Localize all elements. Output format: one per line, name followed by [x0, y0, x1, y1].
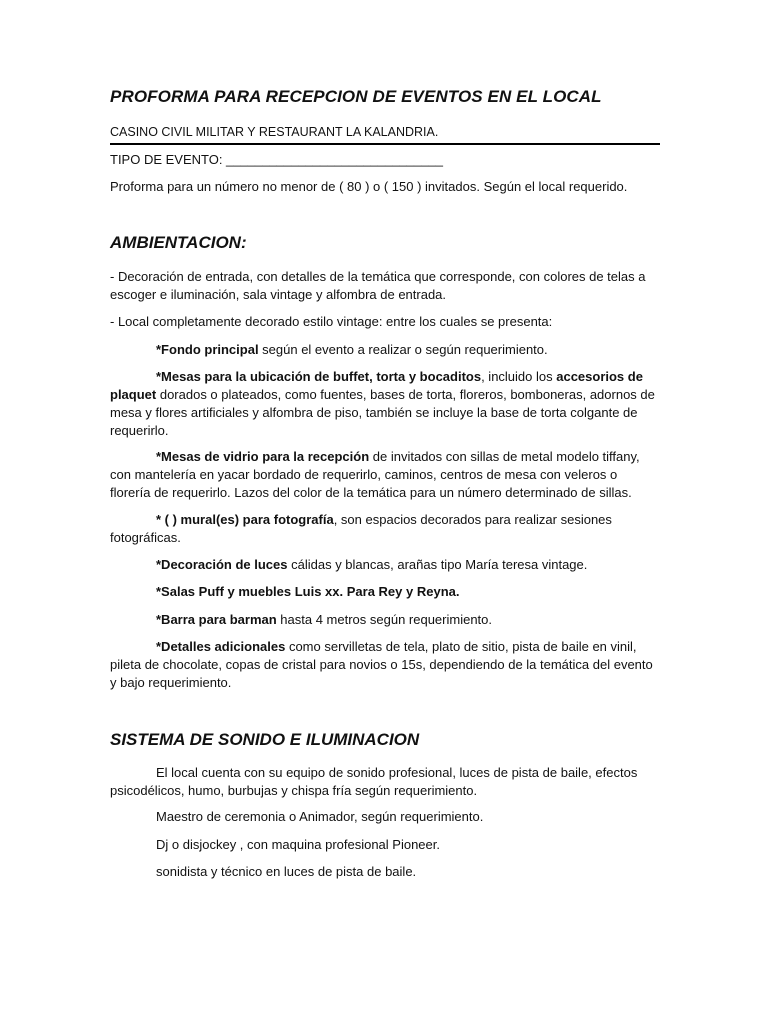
ambientacion-heading: AMBIENTACION:: [110, 233, 247, 252]
item-luces-text: cálidas y blancas, arañas tipo María teresa vintage.: [287, 557, 588, 572]
event-type-line: TIPO DE EVENTO: ______________________________: [110, 152, 443, 167]
item-mesas-text-2: dorados o plateados, como fuentes, bases de torta, floreros, bomboneras, adornos de mesa y flores artificiales y alfombra de piso, también se incluye la base de torta colgante de requerirlo.: [110, 387, 655, 438]
item-barra: [110, 611, 660, 629]
item-fondo-label: *Fondo principal: [156, 342, 259, 357]
sonido-heading: SISTEMA DE SONIDO E ILUMINACION: [110, 730, 420, 749]
document-title: PROFORMA PARA RECEPCION DE EVENTOS EN EL LOCAL: [110, 87, 602, 106]
item-barra-label: *Barra para barman: [156, 612, 277, 627]
item-mesas-buffet: [110, 368, 660, 440]
item-mesas-label: *Mesas para la ubicación de buffet, torta y bocaditos: [156, 369, 482, 384]
item-luces-label: *Decoración de luces: [156, 557, 288, 572]
sonido-line-1: El local cuenta con su equipo de sonido profesional, luces de pista de baile, efectos psicodélicos, humo, burbujas y chispa fría según requerimiento.: [110, 765, 638, 798]
ambientacion-intro-2: - Local completamente decorado estilo vintage: entre los cuales se presenta:: [110, 314, 553, 329]
item-detalles: [110, 638, 660, 692]
item-fondo-principal: [110, 341, 660, 359]
item-luces: [110, 556, 660, 574]
item-mural-text: , son espacios decorados para realizar sesiones fotográficas.: [110, 512, 612, 545]
item-salas: [110, 583, 660, 601]
venue-name: CASINO CIVIL MILITAR Y RESTAURANT LA KALANDRIA.: [110, 123, 660, 145]
guests-line: Proforma para un número no menor de ( 80 ) o ( 150 ) invitados. Según el local requerido.: [110, 179, 628, 194]
item-fondo-text: según el evento a realizar o según requerimiento.: [258, 342, 548, 357]
item-detalles-text: como servilletas de tela, plato de sitio, pista de baile en vinil, pileta de chocolate, copas de cristal para novios o 15s, dependiendo de la temática del evento y bajo requerimiento.: [110, 639, 653, 690]
sonido-line-3: Dj o disjockey , con maquina profesional Pioneer.: [156, 837, 440, 852]
item-vidrio-text: de invitados con sillas de metal modelo tiffany, con mantelería en yacar bordado de requerirlo, caminos, centros de mesa con veleros o florería de requerirlo. Lazos del color de la temática para un número determinado de sillas.: [110, 449, 640, 500]
sonido-line-2: Maestro de ceremonia o Animador, según requerimiento.: [156, 809, 484, 824]
item-mesas-text-1: , incluido los: [481, 369, 557, 384]
ambientacion-intro-1: - Decoración de entrada, con detalles de la temática que corresponde, con colores de telas a escoger e iluminación, sala vintage y alfombra de entrada.: [110, 269, 646, 302]
item-mesas-vidrio: [110, 448, 660, 502]
sonido-line-4: sonidista y técnico en luces de pista de baile.: [156, 864, 417, 879]
item-detalles-label: *Detalles adicionales: [156, 639, 286, 654]
item-barra-text: hasta 4 metros según requerimiento.: [276, 612, 493, 627]
item-vidrio-label: *Mesas de vidrio para la recepción: [156, 449, 370, 464]
item-mural-label: * ( ) mural(es) para fotografía: [156, 512, 334, 527]
item-mural: [110, 511, 660, 547]
item-salas-label: *Salas Puff y muebles Luis xx. Para Rey y Reyna.: [156, 584, 460, 599]
item-mesas-label-2: accesorios de plaquet: [110, 369, 643, 402]
